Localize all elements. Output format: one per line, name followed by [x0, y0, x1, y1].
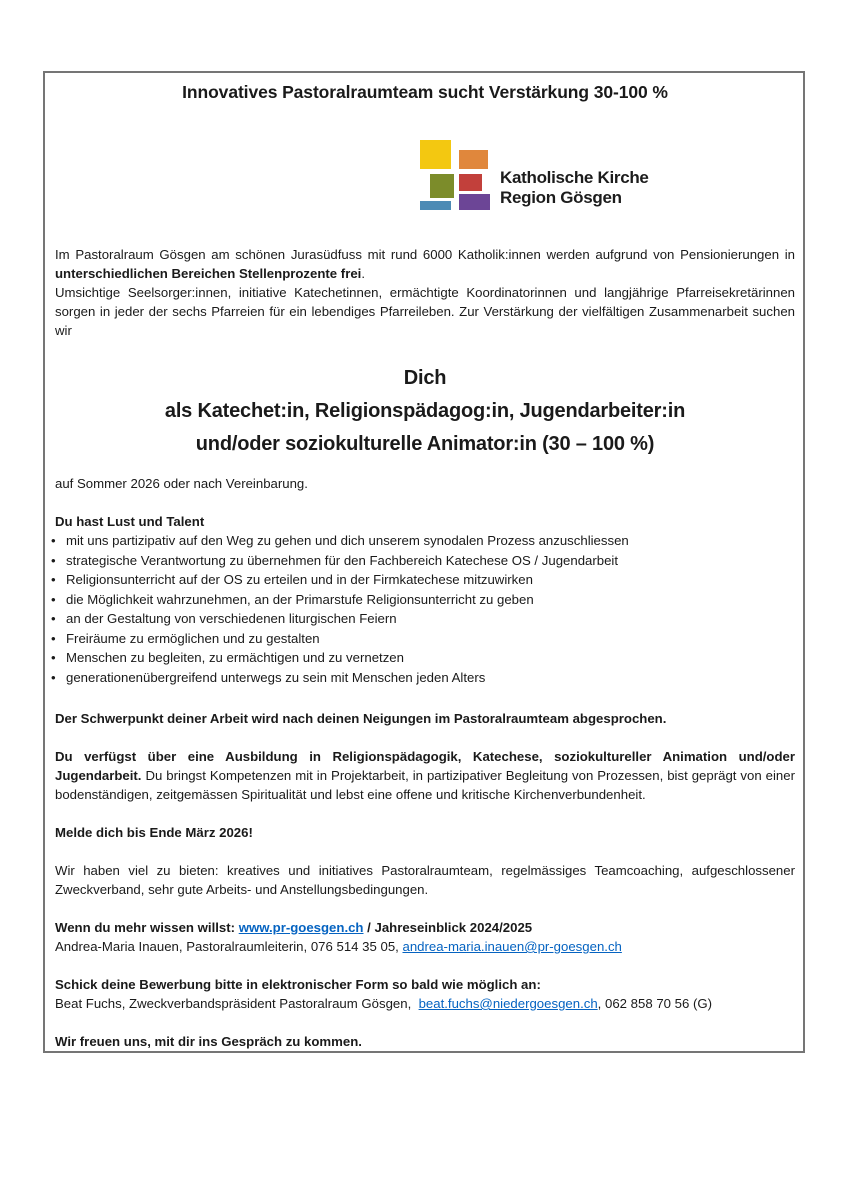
headline-line3: und/oder soziokulturelle Animator:in (30 – 100 %) — [195, 433, 655, 455]
logo-square-blue-icon — [420, 201, 451, 210]
logo-square-red-icon — [459, 174, 482, 191]
contact-beat-line — [55, 994, 795, 1013]
list-item: • Menschen zu begleiten, zu ermächtigen und zu vernetzen — [51, 648, 795, 668]
talents-list — [51, 531, 795, 687]
qualification-bold-text: Du verfügst über eine Ausbildung in Religionspädagogik, Katechese, soziokultureller Animation und/oder Jugendarbeit. — [55, 749, 795, 783]
intro-paragraph-2: Umsichtige Seelsorger:innen, initiative Katechetinnen, ermächtigte Koordinatorinnen und langjährige Pfarreisekretärinnen sorgen in jeder der sechs Pfarreien für ein lebendiges Pfarreileben. Zur Verstärkung der vielfältigen Zusammenarbeit suchen wir — [55, 285, 795, 338]
talents-heading: Du hast Lust und Talent — [55, 514, 205, 529]
logo-square-yellow-icon — [420, 140, 451, 169]
church-logo — [420, 140, 700, 211]
closing-line: Wir freuen uns, mit dir ins Gespräch zu kommen. — [55, 1034, 362, 1049]
logo-blocks-icon — [420, 140, 492, 211]
contact-beat-phone: , 062 858 70 56 (G) — [597, 996, 713, 1011]
logo-wordmark — [500, 168, 649, 208]
list-item: • generationenübergreifend unterwegs zu sein mit Menschen jeden Alters — [51, 668, 795, 688]
intro-p1-text: Im Pastoralraum Gösgen am schönen Jurasüdfuss mit rund 6000 Katholik:innen werden aufgrund von Pensionierungen in — [55, 247, 795, 262]
logo-square-orange-icon — [459, 150, 488, 169]
logo-text-line1: Katholische Kirche — [500, 168, 649, 187]
headline-line1: Dich — [403, 367, 447, 389]
emphasis-line: Der Schwerpunkt deiner Arbeit wird nach deinen Neigungen im Pastoralraumteam abgesprochen. — [55, 711, 667, 726]
andrea-email-link[interactable]: andrea-maria.inauen@pr-goesgen.ch — [402, 939, 622, 954]
list-item: • Freiräume zu ermöglichen und zu gestalten — [51, 629, 795, 649]
more-info-suffix: / Jahreseinblick 2024/2025 — [363, 920, 533, 935]
offer-paragraph: Wir haben viel zu bieten: kreatives und initiatives Pastoralraumteam, regelmässiges Teamcoaching, aufgeschlossener Zweckverband, sehr gute Arbeits- und Anstellungsbedingungen. — [55, 863, 795, 897]
start-date-line: auf Sommer 2026 oder nach Vereinbarung. — [55, 476, 308, 491]
list-item: • an der Gestaltung von verschiedenen liturgischen Feiern — [51, 609, 795, 629]
contact-andrea-text: Andrea-Maria Inauen, Pastoralraumleiterin, 076 514 35 05, — [55, 939, 403, 954]
deadline-line: Melde dich bis Ende März 2026! — [55, 825, 253, 840]
logo-text-line2: Region Gösgen — [500, 188, 622, 207]
contact-beat-text: Beat Fuchs, Zweckverbandspräsident Pastoralraum Gösgen, — [55, 996, 419, 1011]
logo-row — [55, 140, 795, 211]
position-headline — [55, 362, 795, 461]
list-item: • mit uns partizipativ auf den Weg zu gehen und dich unserem synodalen Prozess anzuschliessen — [51, 531, 795, 551]
beat-email-link[interactable]: beat.fuchs@niedergoesgen.ch — [418, 996, 598, 1011]
more-info-prefix: Wenn du mehr wissen willst: — [55, 920, 239, 935]
more-info-line — [55, 918, 795, 937]
website-link[interactable]: www.pr-goesgen.ch — [238, 920, 364, 935]
job-ad-document — [43, 71, 805, 1053]
list-item: • Religionsunterricht auf der OS zu erteilen und in der Firmkatechese mitzuwirken — [51, 570, 795, 590]
contact-andrea-line — [55, 937, 795, 956]
list-item: • die Möglichkeit wahrzunehmen, an der Primarstufe Religionsunterricht zu geben — [51, 590, 795, 610]
logo-square-purple-icon — [459, 194, 490, 210]
headline-line2: als Katechet:in, Religionspädagog:in, Jugendarbeiter:in — [164, 400, 686, 422]
qualification-text: Du bringst Kompetenzen mit in Projektarbeit, in partizipativer Begleitung von Prozessen, bist geprägt von einer bodenständigen, zeitgemässen Spiritualität und lebst eine offene und kritische Kirchenverbundenheit. — [55, 768, 795, 802]
logo-square-green-icon — [430, 174, 454, 198]
intro-paragraph-1 — [55, 245, 795, 283]
page-title: Innovatives Pastoralraumteam sucht Verstärkung 30-100 % — [182, 82, 668, 102]
list-item: • strategische Verantwortung zu übernehmen für den Fachbereich Katechese OS / Jugendarbeit — [51, 551, 795, 571]
qualification-paragraph — [55, 747, 795, 804]
application-heading: Schick deine Bewerbung bitte in elektronischer Form so bald wie möglich an: — [55, 977, 541, 992]
intro-p1-period: . — [361, 266, 365, 281]
intro-p1-bold-text: unterschiedlichen Bereichen Stellenprozente frei — [55, 266, 362, 281]
